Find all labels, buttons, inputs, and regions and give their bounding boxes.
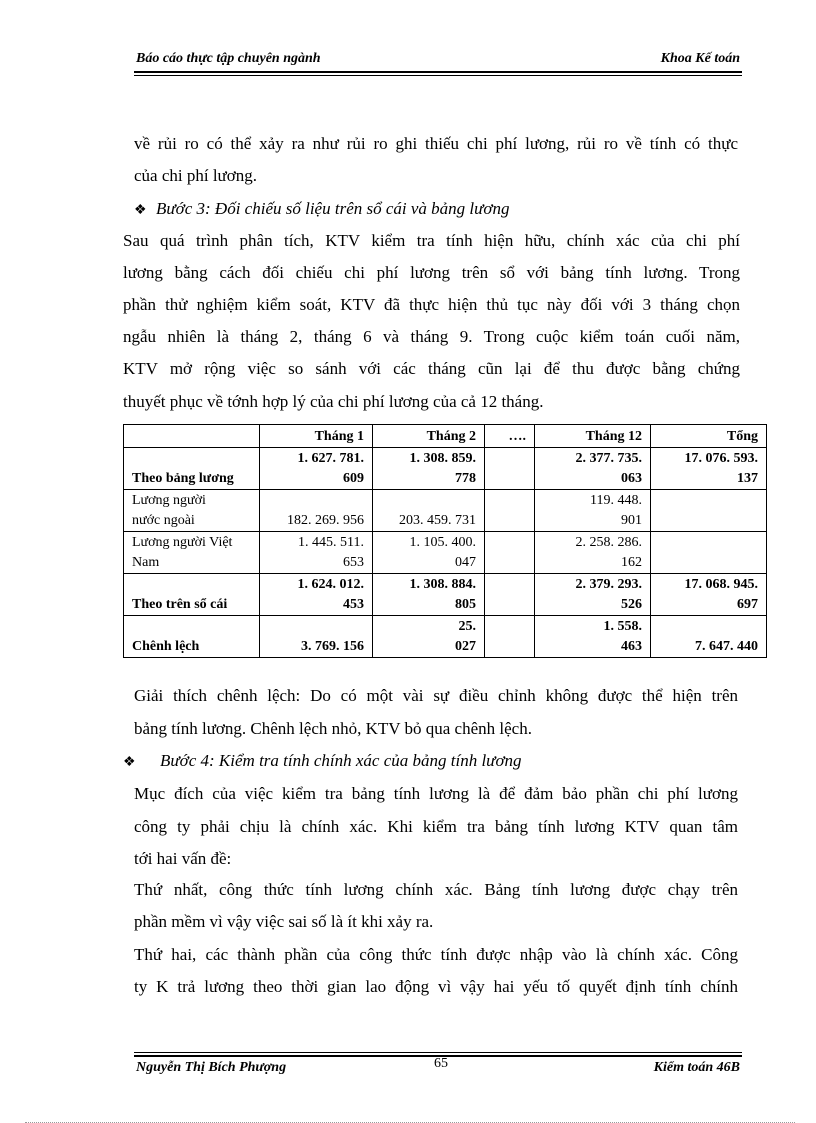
paragraph-line: Thứ nhất, công thức tính lương chính xác. Bảng tính lương được chạy trên bbox=[134, 880, 738, 899]
paragraph-line: KTV mở rộng việc so sánh với các tháng cũn lại để thu được bằng chứng bbox=[123, 359, 740, 378]
paragraph-line: ty K trả lương theo thời gian lao động vì vậy hai yếu tố quyết định tính chính bbox=[134, 977, 738, 996]
row-label: Theo trên sổ cái bbox=[124, 574, 260, 616]
table-cell: 17. 068. 945. 697 bbox=[651, 574, 767, 616]
table-header-cell: Tháng 2 bbox=[373, 425, 485, 448]
footer-rule-thin bbox=[134, 1052, 742, 1053]
table-cell: 25. 027 bbox=[373, 616, 485, 658]
table-row bbox=[124, 490, 767, 532]
step-4-heading bbox=[123, 751, 522, 771]
table-header-cell bbox=[124, 425, 260, 448]
paragraph-line: của chi phí lương. bbox=[134, 166, 258, 185]
diamond-bullet-icon: ❖ bbox=[123, 755, 136, 770]
table-row bbox=[124, 616, 767, 658]
paragraph-line: lương bằng cách đối chiếu chi phí lương trên sổ với bảng tính lương. Trong bbox=[123, 263, 740, 282]
footer-author: Nguyễn Thị Bích Phượng bbox=[136, 1060, 287, 1075]
table-cell: 1. 105. 400. 047 bbox=[373, 532, 485, 574]
table-cell bbox=[485, 532, 535, 574]
paragraph-line: Thứ hai, các thành phần của công thức tính được nhập vào là chính xác. Công bbox=[134, 945, 738, 964]
salary-comparison-table bbox=[123, 424, 767, 658]
paragraph-line: Sau quá trình phân tích, KTV kiểm tra tính hiện hữu, chính xác của chi phí bbox=[123, 231, 740, 250]
table-cell: 2. 377. 735. 063 bbox=[535, 448, 651, 490]
step-3-text: Bước 3: Đối chiếu số liệu trên sổ cái và bảng lương bbox=[156, 199, 510, 218]
table-cell: 182. 269. 956 bbox=[260, 490, 373, 532]
table-header-cell: Tháng 12 bbox=[535, 425, 651, 448]
table-row bbox=[124, 574, 767, 616]
diamond-bullet-icon: ❖ bbox=[134, 203, 147, 218]
paragraph-line: ngẫu nhiên là tháng 2, tháng 6 và tháng 9. Trong cuộc kiểm toán cuối năm, bbox=[123, 327, 740, 346]
table-cell bbox=[485, 448, 535, 490]
step-4-text: Bước 4: Kiểm tra tính chính xác của bảng tính lương bbox=[160, 751, 522, 770]
paragraph-line: phần mềm vì vậy việc sai số là ít khi xảy ra. bbox=[134, 912, 434, 931]
table-cell: 17. 076. 593. 137 bbox=[651, 448, 767, 490]
table-row bbox=[124, 448, 767, 490]
row-label: Lương người nước ngoài bbox=[124, 490, 260, 532]
table-header-row bbox=[124, 425, 767, 448]
table-cell: 3. 769. 156 bbox=[260, 616, 373, 658]
table-cell bbox=[651, 490, 767, 532]
table-cell: 2. 258. 286. 162 bbox=[535, 532, 651, 574]
paragraph-line: phần thử nghiệm kiểm soát, KTV đã thực hiện thủ tục này đối với 3 tháng chọn bbox=[123, 295, 740, 314]
table-cell: 1. 308. 859. 778 bbox=[373, 448, 485, 490]
paragraph-line: Giải thích chênh lệch: Do có một vài sự điều chỉnh không được thể hiện trên bbox=[134, 686, 738, 705]
table-cell bbox=[485, 574, 535, 616]
table-cell bbox=[485, 616, 535, 658]
row-label: Theo bảng lương bbox=[124, 448, 260, 490]
table-cell: 1. 308. 884. 805 bbox=[373, 574, 485, 616]
paragraph-line: Mục đích của việc kiểm tra bảng tính lương là để đảm bảo phần chi phí lương bbox=[134, 784, 738, 803]
table-cell: 2. 379. 293. 526 bbox=[535, 574, 651, 616]
table-cell: 1. 445. 511. 653 bbox=[260, 532, 373, 574]
table-cell: 7. 647. 440 bbox=[651, 616, 767, 658]
header-department: Khoa Kế toán bbox=[660, 51, 740, 66]
table-header-cell: Tháng 1 bbox=[260, 425, 373, 448]
footer-class: Kiểm toán 46B bbox=[653, 1060, 740, 1075]
table-row bbox=[124, 532, 767, 574]
paragraph-line: tới hai vấn đề: bbox=[134, 849, 232, 868]
header-rule-thin bbox=[134, 75, 742, 76]
table-cell: 119. 448. 901 bbox=[535, 490, 651, 532]
paragraph-line: bảng tính lương. Chênh lệch nhỏ, KTV bỏ qua chênh lệch. bbox=[134, 719, 532, 738]
row-label: Lương người Việt Nam bbox=[124, 532, 260, 574]
step-3-heading bbox=[134, 199, 510, 219]
table-cell bbox=[651, 532, 767, 574]
header-rule bbox=[134, 71, 742, 73]
paragraph-line: thuyết phục về tớnh hợp lý của chi phí lương của cả 12 tháng. bbox=[123, 392, 544, 411]
page-header bbox=[134, 49, 742, 71]
paragraph-line: công ty phải chịu là chính xác. Khi kiểm tra bảng tính lương KTV quan tâm bbox=[134, 817, 738, 836]
header-report-title: Báo cáo thực tập chuyên ngành bbox=[136, 51, 321, 66]
row-label: Chênh lệch bbox=[124, 616, 260, 658]
table-header-cell: Tổng bbox=[651, 425, 767, 448]
paragraph-line: về rủi ro có thể xảy ra như rủi ro ghi thiếu chi phí lương, rủi ro về tính có thực bbox=[134, 134, 738, 153]
table-header-cell: …. bbox=[485, 425, 535, 448]
table-cell: 1. 627. 781. 609 bbox=[260, 448, 373, 490]
table-cell: 1. 624. 012. 453 bbox=[260, 574, 373, 616]
page-footer bbox=[134, 1052, 742, 1082]
table-cell bbox=[485, 490, 535, 532]
table-cell: 1. 558. 463 bbox=[535, 616, 651, 658]
table-cell: 203. 459. 731 bbox=[373, 490, 485, 532]
page-number: 65 bbox=[434, 1056, 448, 1071]
